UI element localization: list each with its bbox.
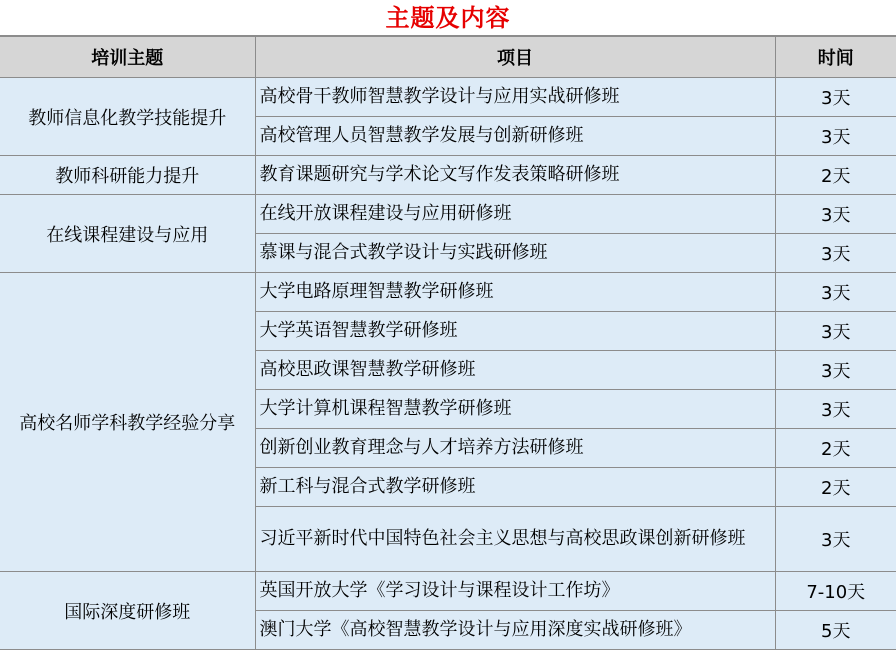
topic-cell: 教师信息化教学技能提升 [0, 78, 255, 156]
duration-cell: 3天 [775, 312, 896, 351]
duration-cell: 2天 [775, 468, 896, 507]
table-body [0, 78, 896, 650]
item-cell: 在线开放课程建设与应用研修班 [255, 195, 775, 234]
duration-cell: 3天 [775, 117, 896, 156]
duration-cell: 2天 [775, 156, 896, 195]
topic-cell: 教师科研能力提升 [0, 156, 255, 195]
table-row [0, 195, 896, 234]
duration-cell: 3天 [775, 390, 896, 429]
item-cell: 大学计算机课程智慧教学研修班 [255, 390, 775, 429]
table-row [0, 78, 896, 117]
duration-cell: 5天 [775, 611, 896, 650]
training-table [0, 36, 896, 650]
item-cell: 大学英语智慧教学研修班 [255, 312, 775, 351]
item-cell: 高校思政课智慧教学研修班 [255, 351, 775, 390]
topic-cell: 高校名师学科教学经验分享 [0, 273, 255, 572]
column-header-item: 项目 [255, 37, 775, 78]
item-cell: 慕课与混合式教学设计与实践研修班 [255, 234, 775, 273]
topic-cell: 在线课程建设与应用 [0, 195, 255, 273]
duration-cell: 3天 [775, 234, 896, 273]
item-cell: 大学电路原理智慧教学研修班 [255, 273, 775, 312]
column-header-topic: 培训主题 [0, 37, 255, 78]
table-row [0, 273, 896, 312]
duration-cell: 3天 [775, 507, 896, 572]
item-cell: 创新创业教育理念与人才培养方法研修班 [255, 429, 775, 468]
page-title: 主题及内容 [0, 0, 896, 36]
item-cell: 高校骨干教师智慧教学设计与应用实战研修班 [255, 78, 775, 117]
item-cell: 新工科与混合式教学研修班 [255, 468, 775, 507]
table-row [0, 572, 896, 611]
item-cell: 教育课题研究与学术论文写作发表策略研修班 [255, 156, 775, 195]
duration-cell: 7-10天 [775, 572, 896, 611]
table-row [0, 156, 896, 195]
header-row [0, 37, 896, 78]
column-header-duration: 时间 [775, 37, 896, 78]
duration-cell: 3天 [775, 273, 896, 312]
duration-cell: 3天 [775, 195, 896, 234]
item-cell: 澳门大学《高校智慧教学设计与应用深度实战研修班》 [255, 611, 775, 650]
item-cell: 习近平新时代中国特色社会主义思想与高校思政课创新研修班 [255, 507, 775, 572]
item-cell: 高校管理人员智慧教学发展与创新研修班 [255, 117, 775, 156]
duration-cell: 3天 [775, 78, 896, 117]
topic-cell: 国际深度研修班 [0, 572, 255, 650]
duration-cell: 3天 [775, 351, 896, 390]
duration-cell: 2天 [775, 429, 896, 468]
item-cell: 英国开放大学《学习设计与课程设计工作坊》 [255, 572, 775, 611]
